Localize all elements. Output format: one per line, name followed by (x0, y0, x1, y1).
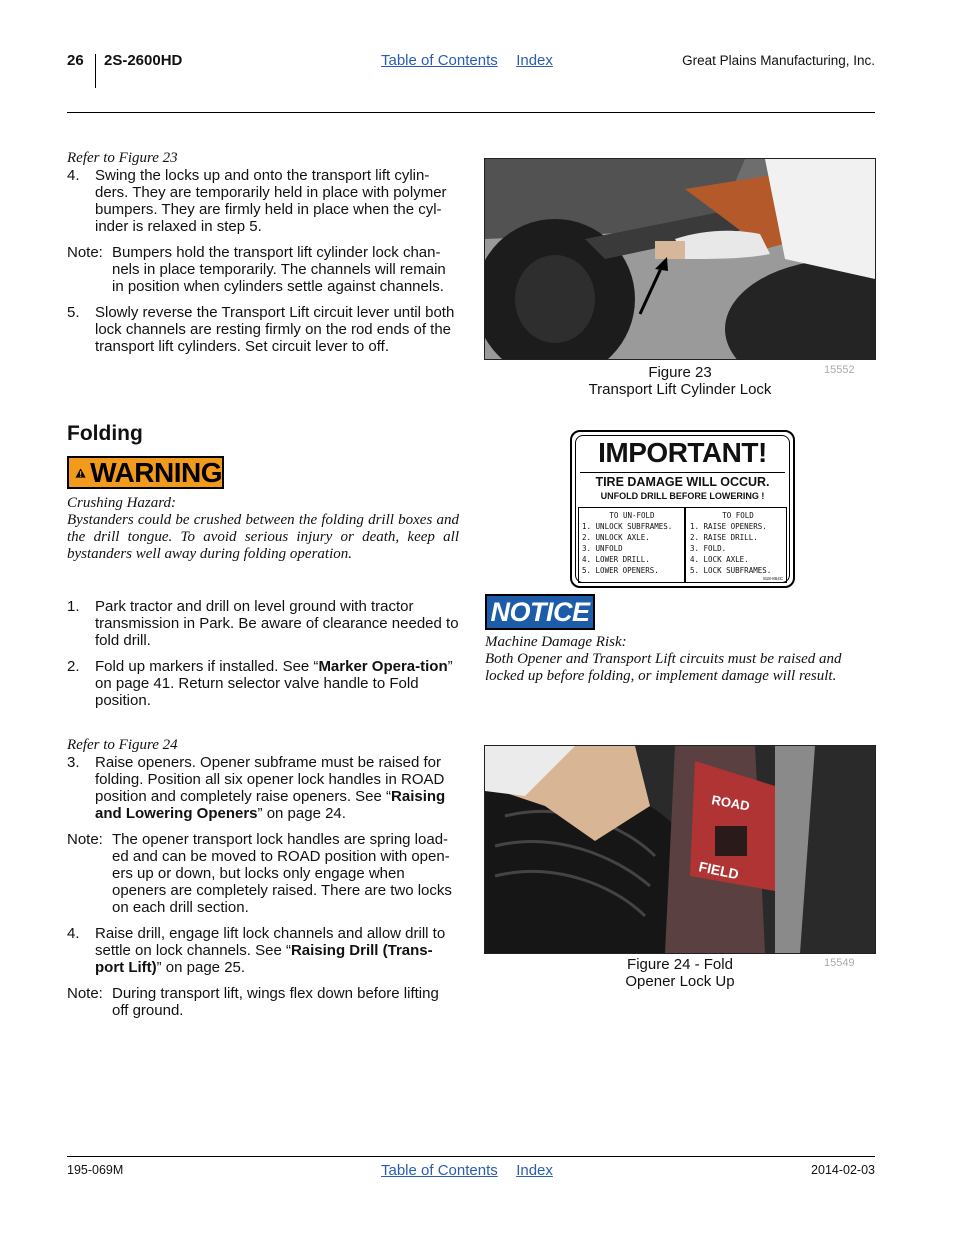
header-nav (381, 52, 553, 70)
folding-steps-a (67, 598, 459, 709)
transport-lock-instructions (67, 150, 459, 355)
decal-table-divider (684, 508, 686, 582)
folding-step-4 (67, 925, 459, 976)
step-number: 4. (67, 925, 80, 942)
fold-item: 4. LOCK AXLE. (690, 555, 749, 564)
step-text-part: Fold up markers if installed. See “ (95, 658, 319, 675)
decal-line-1: TIRE DAMAGE WILL OCCUR. (595, 475, 770, 489)
raising-drill-ref: Raising Drill (Trans-port Lift) (95, 942, 433, 976)
step-text: Park tractor and drill on level ground with tractor transmission in Park. Be aware of clearance needed to fold drill. (95, 598, 459, 649)
header-rule (67, 112, 875, 113)
decal-line-2: UNFOLD DRILL BEFORE LOWERING ! (600, 491, 765, 501)
figure-23-title: Transport Lift Cylinder Lock (588, 381, 772, 398)
figure-23-id: 15552 (824, 364, 855, 376)
unfold-item: 2. UNLOCK AXLE. (582, 533, 650, 542)
figure-23-number: Figure 23 (648, 364, 712, 381)
step-4 (67, 167, 459, 235)
figure-reference: Refer to Figure 24 (67, 737, 178, 753)
notice-text: Both Opener and Transport Lift circuits must be raised and locked up before folding, or implement damage will result. (485, 651, 842, 684)
step-number: 5. (67, 304, 80, 321)
doc-number: 195-069M (67, 1163, 124, 1177)
index-link[interactable]: Index (516, 52, 553, 69)
figure-reference: Refer to Figure 23 (67, 150, 178, 166)
step-text: Slowly reverse the Transport Lift circuit lever until both lock channels are resting firmly on the rod ends of the transport lift cylinders. Set circuit lever to off. (95, 304, 455, 355)
step-text (95, 658, 459, 709)
notice-label: NOTICE (490, 596, 590, 627)
revision-date: 2014-02-03 (811, 1163, 875, 1177)
raising-openers-ref: Raising and Lowering Openers (95, 788, 446, 822)
unfold-item: 3. UNFOLD (582, 544, 623, 553)
unfold-heading: TO UN-FOLD (609, 511, 655, 520)
step-text-part: ” on page 24. (257, 805, 346, 822)
important-decal (570, 430, 795, 588)
decal-part-number: 818-864C (763, 576, 783, 581)
figure-24-title-line-2: Opener Lock Up (625, 973, 735, 990)
field-label: FIELD (697, 858, 741, 883)
warning-triangle-icon (75, 462, 86, 484)
fold-item: 1. RAISE OPENERS. (690, 522, 767, 531)
note (67, 831, 459, 916)
footer-rule (67, 1156, 875, 1157)
unfold-item: 4. LOWER DRILL. (582, 555, 650, 564)
figure-24-photo (484, 745, 876, 954)
figure-24-caption (590, 956, 770, 990)
page-number: 26 (67, 52, 84, 69)
warning-label: WARNING (90, 456, 222, 488)
figure-24-id: 15549 (824, 957, 855, 969)
decal-title: IMPORTANT! (598, 437, 767, 468)
fold-item: 3. FOLD. (690, 544, 727, 553)
step-text (95, 925, 459, 976)
crushing-hazard-message (67, 495, 459, 563)
step-number: 4. (67, 167, 80, 184)
step-text: Swing the locks up and onto the transport lift cylin-ders. They are temporarily held in place with polymer bumpers. They are firmly held in place when the cyl-inder is relaxed in step 5. (95, 167, 447, 235)
company-name: Great Plains Manufacturing, Inc. (682, 53, 875, 68)
step-number: 1. (67, 598, 80, 615)
folding-step-3 (67, 754, 459, 822)
figure-23-caption (560, 364, 800, 398)
step-text-part: ” on page 25. (156, 959, 246, 976)
figure-24-title-line-1: Figure 24 - Fold (627, 956, 733, 973)
step-number: 2. (67, 658, 80, 675)
step-5 (67, 304, 459, 355)
fold-column (690, 510, 786, 576)
folding-steps-b (67, 737, 459, 1019)
unfold-column (582, 510, 682, 576)
note-label: Note: (67, 831, 103, 848)
notice-title: Machine Damage Risk: (485, 634, 627, 650)
model-name: 2S-2600HD (104, 52, 183, 69)
folding-step-1 (67, 598, 459, 649)
hazard-title: Crushing Hazard: (67, 495, 177, 511)
footer-nav (381, 1162, 553, 1180)
decal-divider (580, 472, 785, 473)
opener-lock-photo-illustration (485, 746, 875, 953)
note (67, 244, 459, 295)
note (67, 985, 459, 1019)
unfold-item: 5. LOWER OPENERS. (582, 566, 659, 575)
transport-lift-photo-illustration (485, 159, 875, 359)
step-number: 3. (67, 754, 80, 771)
step-text-part: ” on page 41. Return selector valve handle to Fold position. (95, 658, 453, 709)
note-text: The opener transport lock handles are spring load-ed and can be moved to ROAD position with open-ers up or down, but locks only engage when openers are completely raised. There are two locks on each drill section. (112, 831, 452, 916)
footer-index-link[interactable]: Index (516, 1162, 553, 1179)
note-label: Note: (67, 244, 103, 261)
toc-link[interactable]: Table of Contents (381, 52, 498, 69)
fold-item: 5. LOCK SUBFRAMES. (690, 566, 772, 575)
fold-item: 2. RAISE DRILL. (690, 533, 758, 542)
step-text (95, 754, 459, 822)
section-heading-folding: Folding (67, 422, 143, 445)
unfold-item: 1. UNLOCK SUBFRAMES. (582, 522, 673, 531)
warning-badge (67, 456, 224, 489)
note-text: During transport lift, wings flex down before lifting off ground. (112, 985, 439, 1019)
step-text-part: Raise drill, engage lift lock channels and allow drill to settle on lock channels. See “ (95, 925, 446, 959)
fold-heading: TO FOLD (722, 511, 754, 520)
hazard-text: Bystanders could be crushed between the folding drill boxes and the drill tongue. To avoid serious injury or death, keep all bystanders well away during folding operation. (67, 512, 459, 562)
marker-operation-ref: Marker Opera-tion (318, 658, 448, 675)
road-label: ROAD (710, 792, 751, 814)
figure-23-photo (484, 158, 876, 360)
notice-badge (485, 594, 595, 630)
step-text-part: Raise openers. Opener subframe must be raised for folding. Position all six opener lock handles in ROAD position and completely raise openers. See “ (95, 754, 445, 805)
note-label: Note: (67, 985, 103, 1002)
note-text: Bumpers hold the transport lift cylinder lock chan-nels in place temporarily. The channels will remain in position when cylinders settle against channels. (112, 244, 446, 295)
folding-step-2 (67, 658, 459, 709)
header-divider (95, 54, 96, 88)
machine-damage-message (485, 634, 875, 685)
decal-table (578, 507, 787, 583)
footer-toc-link[interactable]: Table of Contents (381, 1162, 498, 1179)
